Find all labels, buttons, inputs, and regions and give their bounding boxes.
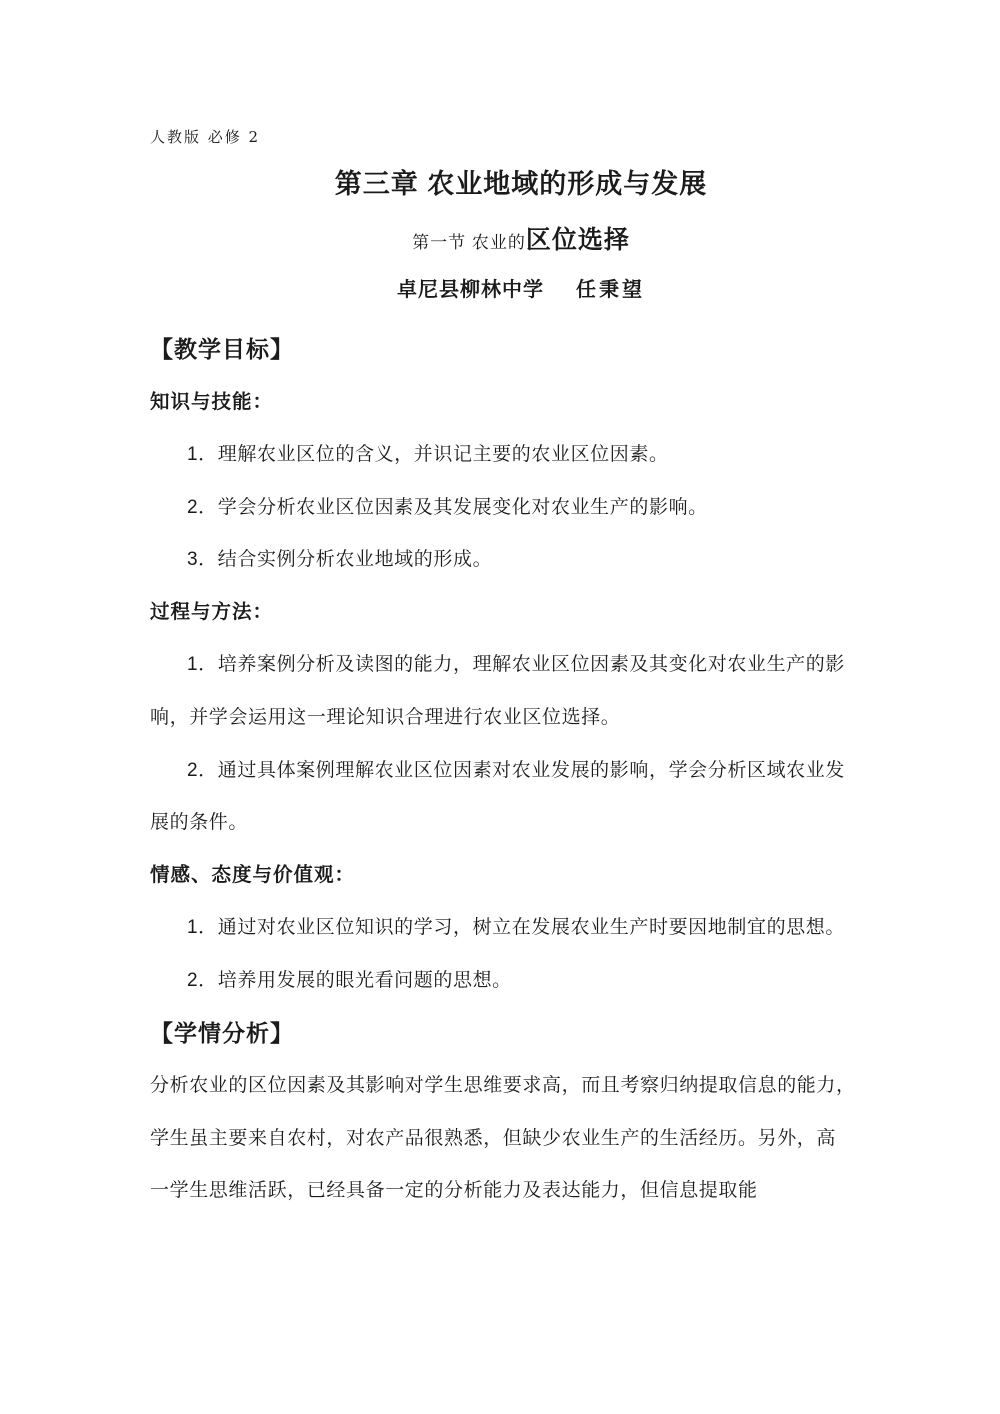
continuation: 响，并学会运用这一理论知识合理进行农业区位选择。	[150, 706, 621, 728]
continuation: 展的条件。	[150, 812, 249, 834]
chapter-title: 第三章 农业地域的形成与发展	[334, 169, 708, 199]
item: 1．通过对农业区位知识的学习，树立在发展农业生产时要因地制宜的思想。	[187, 917, 845, 939]
subheading: 知识与技能：	[150, 390, 274, 413]
byline-author: 任秉望	[576, 279, 645, 301]
section-title	[0, 225, 1000, 259]
edition-label: 人教版 必修 2	[150, 128, 261, 146]
item: 1．培养案例分析及读图的能力，理解农业区位因素及其变化对农业生产的影	[187, 654, 845, 676]
item: 3．结合实例分析农业地域的形成。	[187, 549, 493, 571]
section-title-prefix: 第一节 农业的	[412, 233, 526, 252]
item: 2．学会分析农业区位因素及其发展变化对农业生产的影响。	[187, 496, 708, 518]
paragraph-line: 学生虽主要来自农村，对农产品很熟悉，但缺少农业生产的生活经历。另外，高	[150, 1127, 837, 1149]
paragraph-line: 一学生思维活跃，已经具备一定的分析能力及表达能力，但信息提取能	[150, 1180, 758, 1202]
content-blocks	[0, 321, 1000, 1215]
item: 2．通过具体案例理解农业区位因素对农业发展的影响，学会分析区域农业发	[187, 759, 845, 781]
subheading: 情感、态度与价值观：	[150, 864, 356, 887]
item: 2．培养用发展的眼光看问题的思想。	[187, 969, 512, 991]
section-title-emphasis: 区位选择	[525, 226, 630, 254]
bracket-heading: 【教学目标】	[150, 335, 294, 362]
byline	[0, 277, 1000, 303]
paragraph-line: 分析农业的区位因素及其影响对学生思维要求高，而且考察归纳提取信息的能力，	[150, 1075, 856, 1097]
subheading: 过程与方法：	[150, 601, 274, 624]
item: 1．理解农业区位的含义，并识记主要的农业区位因素。	[187, 443, 669, 465]
byline-school: 卓尼县柳林中学	[397, 279, 544, 301]
bracket-heading: 【学情分析】	[150, 1019, 294, 1046]
